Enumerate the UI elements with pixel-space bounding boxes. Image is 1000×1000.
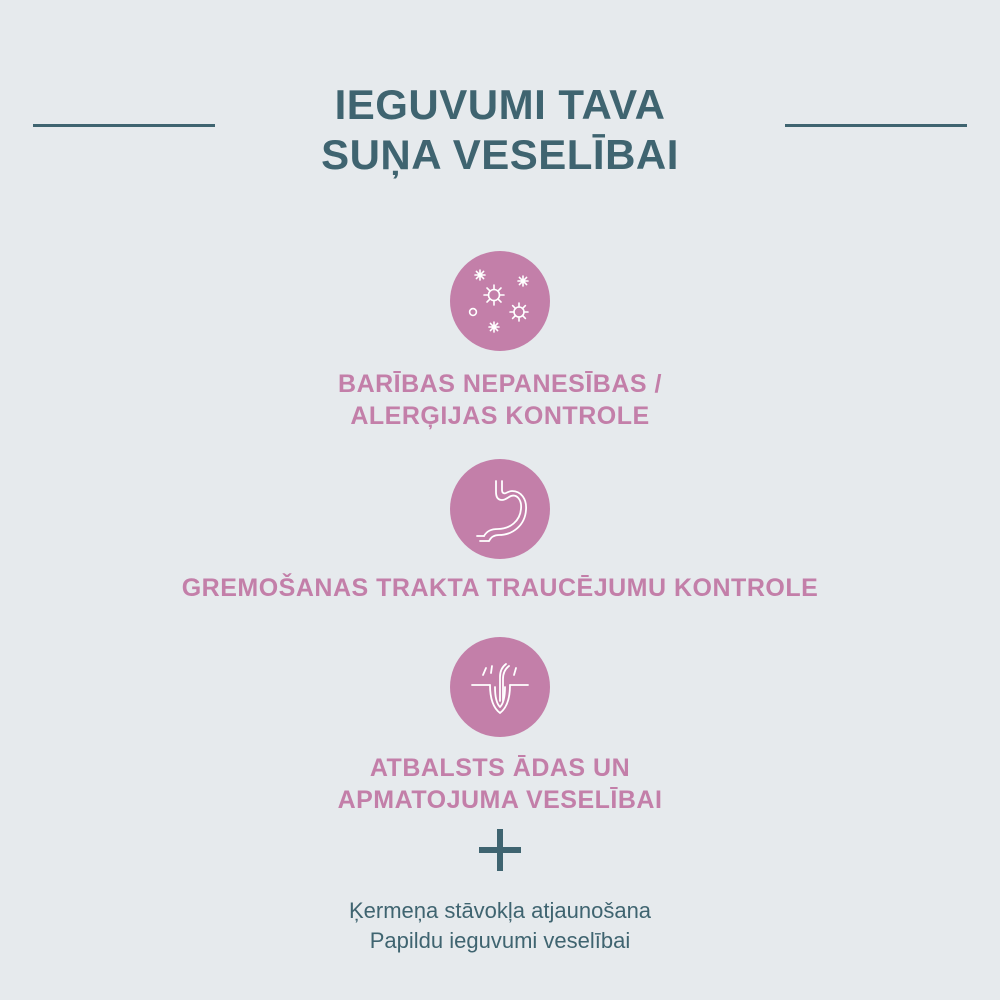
- page-title-line-2: SUŅA VESELĪBAI: [321, 131, 679, 178]
- additional-benefits: [0, 896, 1000, 956]
- benefit-skin-line-2: APMATOJUMA VESELĪBAI: [337, 786, 663, 814]
- page-title: [0, 80, 1000, 180]
- benefit-allergy-control: [0, 368, 1000, 432]
- skin-hair-follicle-icon: [450, 637, 550, 737]
- page-title-line-1: IEGUVUMI TAVA: [334, 81, 666, 128]
- benefit-allergy-line-1: BARĪBAS NEPANESĪBAS /: [338, 370, 662, 398]
- plus-icon: [479, 829, 521, 871]
- additional-benefit-2: Papildu ieguvumi veselībai: [369, 928, 631, 953]
- benefit-skin-line-1: ATBALSTS ĀDAS UN: [369, 754, 631, 782]
- benefit-digestive-line-1: GREMOŠANAS TRAKTA TRAUCĒJUMU KONTROLE: [181, 574, 819, 602]
- benefit-allergy-line-2: ALERĢIJAS KONTROLE: [350, 402, 650, 430]
- additional-benefit-1: Ķermeņa stāvokļa atjaunošana: [348, 898, 652, 923]
- stomach-icon: [450, 459, 550, 559]
- allergen-particles-icon: [450, 251, 550, 351]
- benefit-skin-coat-support: [0, 752, 1000, 816]
- benefit-digestive-control: [0, 572, 1000, 604]
